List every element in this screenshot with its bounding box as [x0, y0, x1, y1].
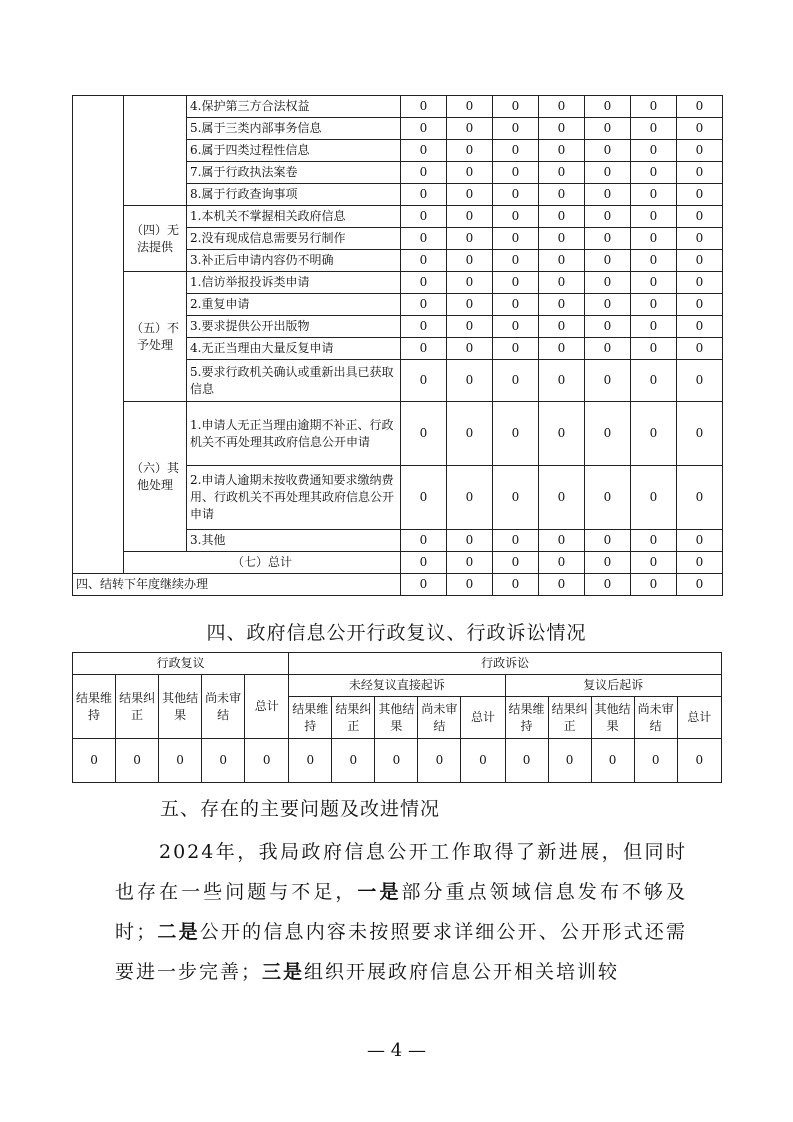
value-cell: 0	[401, 250, 447, 272]
para-text: 2024年，我局政府信息公开工作取得了新进展，但同时也存在一些问题与不足，	[115, 841, 687, 903]
header-direct-suit: 未经复议直接起诉	[289, 675, 505, 697]
row-label: 8.属于行政查询事项	[187, 184, 401, 206]
col-header: 总计	[245, 675, 289, 739]
value-cell: 0	[585, 574, 631, 596]
value-cell: 0	[539, 552, 585, 574]
value-cell: 0	[631, 118, 677, 140]
row-label: 7.属于行政执法案卷	[187, 162, 401, 184]
value-cell: 0	[332, 739, 375, 783]
value-cell: 0	[539, 250, 585, 272]
col-header: 结果维持	[505, 697, 548, 739]
row-label: 5.要求行政机关确认或重新出具已获取信息	[187, 360, 401, 402]
category-cell	[124, 96, 187, 206]
row-label: 2.申请人逾期未按收费通知要求缴纳费用、行政机关不再处理其政府信息公开申请	[187, 466, 401, 530]
row-label: 3.要求提供公开出版物	[187, 316, 401, 338]
value-cell: 0	[677, 118, 723, 140]
value-cell: 0	[401, 206, 447, 228]
col-header: 总计	[461, 697, 505, 739]
value-cell: 0	[493, 184, 539, 206]
value-cell: 0	[631, 530, 677, 552]
value-cell: 0	[447, 294, 493, 316]
header-admin-litigation: 行政诉讼	[289, 653, 722, 675]
value-cell: 0	[447, 96, 493, 118]
para-emphasis: 二是	[157, 921, 200, 943]
value-cell: 0	[159, 739, 202, 783]
col-header: 其他结果	[375, 697, 418, 739]
outer-category-cell	[73, 96, 124, 574]
row-label: 4.无正当理由大量反复申请	[187, 338, 401, 360]
total-label: （七）总计	[124, 552, 401, 574]
value-cell: 0	[631, 228, 677, 250]
value-cell: 0	[401, 96, 447, 118]
value-cell: 0	[493, 574, 539, 596]
carryover-label: 四、结转下年度继续办理	[73, 574, 401, 596]
value-cell: 0	[677, 272, 723, 294]
value-cell: 0	[493, 272, 539, 294]
row-label: 3.其他	[187, 530, 401, 552]
para-text: 部分重点领域信息发布不够及时；	[115, 881, 687, 943]
value-cell: 0	[493, 162, 539, 184]
value-cell: 0	[401, 530, 447, 552]
value-cell: 0	[539, 360, 585, 402]
value-cell: 0	[631, 250, 677, 272]
value-cell: 0	[539, 316, 585, 338]
value-cell: 0	[401, 574, 447, 596]
value-cell: 0	[585, 162, 631, 184]
value-cell: 0	[401, 118, 447, 140]
value-cell: 0	[677, 574, 723, 596]
value-cell: 0	[539, 530, 585, 552]
value-cell: 0	[631, 206, 677, 228]
value-cell: 0	[585, 118, 631, 140]
para-emphasis: 一是	[357, 881, 402, 903]
value-cell: 0	[493, 250, 539, 272]
value-cell: 0	[493, 466, 539, 530]
value-cell: 0	[447, 118, 493, 140]
col-header: 结果纠正	[548, 697, 591, 739]
col-header: 结果纠正	[116, 675, 159, 739]
category-cell: （五）不予处理	[124, 272, 187, 402]
value-cell: 0	[631, 184, 677, 206]
value-cell: 0	[677, 228, 723, 250]
value-cell: 0	[493, 530, 539, 552]
value-cell: 0	[631, 316, 677, 338]
value-cell: 0	[585, 206, 631, 228]
value-cell: 0	[401, 184, 447, 206]
value-cell: 0	[585, 402, 631, 466]
value-cell: 0	[539, 466, 585, 530]
col-header: 总计	[677, 697, 721, 739]
value-cell: 0	[539, 206, 585, 228]
value-cell: 0	[631, 360, 677, 402]
value-cell: 0	[493, 402, 539, 466]
col-header: 结果维持	[289, 697, 332, 739]
page-number: — 4 —	[367, 1040, 426, 1061]
value-cell: 0	[493, 206, 539, 228]
value-cell: 0	[401, 338, 447, 360]
value-cell: 0	[539, 96, 585, 118]
value-cell: 0	[631, 140, 677, 162]
value-cell: 0	[585, 552, 631, 574]
value-cell: 0	[539, 228, 585, 250]
value-cell: 0	[585, 272, 631, 294]
value-cell: 0	[631, 574, 677, 596]
value-cell: 0	[539, 272, 585, 294]
review-litigation-table	[72, 652, 722, 783]
col-header: 其他结果	[591, 697, 634, 739]
value-cell: 0	[677, 360, 723, 402]
col-header: 尚未审结	[202, 675, 245, 739]
value-cell: 0	[447, 250, 493, 272]
value-cell: 0	[401, 360, 447, 402]
value-cell: 0	[447, 184, 493, 206]
value-cell: 0	[418, 739, 461, 783]
value-cell: 0	[585, 530, 631, 552]
value-cell: 0	[677, 466, 723, 530]
category-cell: （六）其他处理	[124, 402, 187, 552]
col-header: 其他结果	[159, 675, 202, 739]
value-cell: 0	[585, 316, 631, 338]
value-cell: 0	[539, 294, 585, 316]
value-cell: 0	[447, 552, 493, 574]
value-cell: 0	[631, 466, 677, 530]
value-cell: 0	[677, 250, 723, 272]
row-label: 4.保护第三方合法权益	[187, 96, 401, 118]
value-cell: 0	[539, 118, 585, 140]
row-label: 2.没有现成信息需要另行制作	[187, 228, 401, 250]
col-header: 结果纠正	[332, 697, 375, 739]
value-cell: 0	[447, 338, 493, 360]
value-cell: 0	[401, 316, 447, 338]
row-label: 5.属于三类内部事务信息	[187, 118, 401, 140]
value-cell: 0	[375, 739, 418, 783]
value-cell: 0	[631, 294, 677, 316]
value-cell: 0	[401, 272, 447, 294]
value-cell: 0	[677, 402, 723, 466]
col-header: 尚未审结	[418, 697, 461, 739]
row-label: 2.重复申请	[187, 294, 401, 316]
value-cell: 0	[447, 140, 493, 162]
value-cell: 0	[493, 316, 539, 338]
value-cell: 0	[447, 574, 493, 596]
value-cell: 0	[539, 338, 585, 360]
value-cell: 0	[202, 739, 245, 783]
value-cell: 0	[401, 466, 447, 530]
value-cell: 0	[631, 96, 677, 118]
value-cell: 0	[447, 228, 493, 250]
value-cell: 0	[585, 360, 631, 402]
value-cell: 0	[447, 360, 493, 402]
row-label: 1.申请人无正当理由逾期不补正、行政机关不再处理其政府信息公开申请	[187, 402, 401, 466]
value-cell: 0	[677, 316, 723, 338]
application-handling-table	[72, 95, 723, 596]
value-cell: 0	[677, 739, 721, 783]
value-cell: 0	[289, 739, 332, 783]
value-cell: 0	[493, 338, 539, 360]
value-cell: 0	[677, 184, 723, 206]
value-cell: 0	[116, 739, 159, 783]
value-cell: 0	[401, 228, 447, 250]
value-cell: 0	[677, 552, 723, 574]
header-admin-review: 行政复议	[73, 653, 289, 675]
para-text: 组织开展政府信息公开相关培训较	[304, 961, 620, 983]
value-cell: 0	[548, 739, 591, 783]
value-cell: 0	[447, 162, 493, 184]
col-header: 结果维持	[73, 675, 116, 739]
value-cell: 0	[493, 228, 539, 250]
value-cell: 0	[631, 338, 677, 360]
row-label: 1.信访举报投诉类申请	[187, 272, 401, 294]
value-cell: 0	[591, 739, 634, 783]
value-cell: 0	[447, 316, 493, 338]
value-cell: 0	[677, 162, 723, 184]
section-4-heading: 四、政府信息公开行政复议、行政诉讼情况	[206, 622, 587, 644]
value-cell: 0	[539, 162, 585, 184]
value-cell: 0	[631, 552, 677, 574]
value-cell: 0	[585, 140, 631, 162]
value-cell: 0	[505, 739, 548, 783]
value-cell: 0	[585, 294, 631, 316]
value-cell: 0	[585, 466, 631, 530]
row-label: 6.属于四类过程性信息	[187, 140, 401, 162]
value-cell: 0	[585, 184, 631, 206]
value-cell: 0	[447, 272, 493, 294]
value-cell: 0	[401, 162, 447, 184]
value-cell: 0	[677, 294, 723, 316]
row-label: 1.本机关不掌握相关政府信息	[187, 206, 401, 228]
para-emphasis: 三是	[262, 961, 305, 983]
value-cell: 0	[401, 402, 447, 466]
value-cell: 0	[585, 338, 631, 360]
value-cell: 0	[677, 338, 723, 360]
value-cell: 0	[73, 739, 116, 783]
value-cell: 0	[585, 228, 631, 250]
value-cell: 0	[539, 140, 585, 162]
value-cell: 0	[447, 206, 493, 228]
header-suit-after-review: 复议后起诉	[505, 675, 722, 697]
value-cell: 0	[634, 739, 677, 783]
value-cell: 0	[245, 739, 289, 783]
value-cell: 0	[401, 140, 447, 162]
value-cell: 0	[493, 140, 539, 162]
value-cell: 0	[447, 402, 493, 466]
value-cell: 0	[493, 118, 539, 140]
para-text: 公开的信息内容未按照要求详细公开、公开形式还需要进一步完善；	[115, 921, 687, 983]
value-cell: 0	[401, 294, 447, 316]
value-cell: 0	[461, 739, 505, 783]
value-cell: 0	[539, 184, 585, 206]
value-cell: 0	[631, 272, 677, 294]
value-cell: 0	[677, 140, 723, 162]
value-cell: 0	[585, 250, 631, 272]
value-cell: 0	[539, 402, 585, 466]
category-cell: （四）无法提供	[124, 206, 187, 272]
value-cell: 0	[493, 294, 539, 316]
value-cell: 0	[493, 96, 539, 118]
col-header: 尚未审结	[634, 697, 677, 739]
value-cell: 0	[401, 552, 447, 574]
value-cell: 0	[677, 96, 723, 118]
row-label: 3.补正后申请内容仍不明确	[187, 250, 401, 272]
value-cell: 0	[677, 206, 723, 228]
problems-paragraph	[115, 832, 687, 992]
value-cell: 0	[493, 552, 539, 574]
value-cell: 0	[585, 96, 631, 118]
value-cell: 0	[447, 530, 493, 552]
value-cell: 0	[493, 360, 539, 402]
value-cell: 0	[447, 466, 493, 530]
value-cell: 0	[677, 530, 723, 552]
value-cell: 0	[539, 574, 585, 596]
value-cell: 0	[631, 162, 677, 184]
value-cell: 0	[631, 402, 677, 466]
section-5-heading: 五、存在的主要问题及改进情况	[160, 798, 441, 820]
